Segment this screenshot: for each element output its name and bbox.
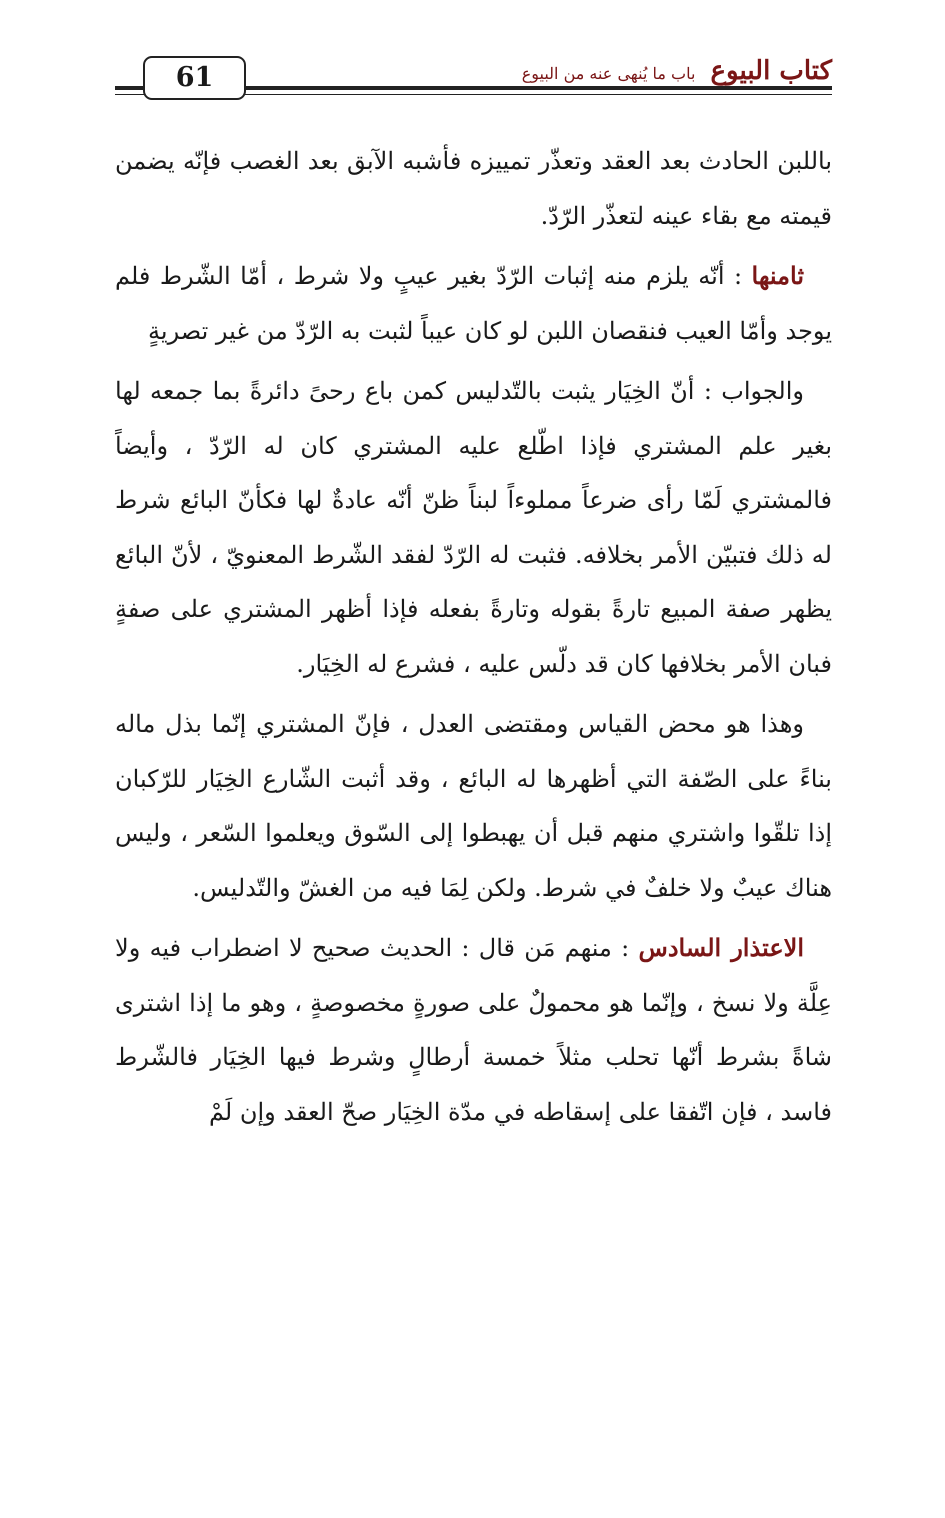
header-titles — [522, 56, 832, 86]
page-number: 61 — [143, 56, 246, 100]
book-title: كتاب البيوع — [710, 56, 832, 86]
paragraph-text: وهذا هو محض القياس ومقتضى العدل ، فإنّ المشتري إنّما بذل ماله بناءً على الصّفة التي أظهرها له البائع ، وقد أثبت الشّارع الخِيَار للرّكبان إذا تلقّوا واشتري منهم قبل أن يهبطوا إلى السّوق ويعلموا السّعر ، وليس هناك عيبٌ ولا خلفٌ في شرط. ولكن لِمَا فيه من الغشّ والتّدليس. — [115, 710, 832, 902]
page-header — [0, 0, 945, 110]
paragraph-text: : منهم مَن قال : الحديث صحيح لا اضطراب فيه ولا عِلَّة ولا نسخ ، وإنّما هو محمولٌ على صورةٍ مخصوصةٍ ، وهو ما إذا اشترى شاةً بشرط أنّها تحلب مثلاً خمسة أرطالٍ وشرط فيها الخِيَار فالشّرط فاسد ، فإن اتّفقا على إسقاطه في مدّة الخِيَار صحّ العقد وإن لَمْ — [115, 934, 832, 1126]
paragraph-2 — [115, 249, 832, 358]
paragraph-text: والجواب : أنّ الخِيَار يثبت بالتّدليس كمن باع رحىً دائرةً بما جمعه لها بغير علم المشتري فإذا اطّلع عليه المشتري كان له الرّدّ ، وأيضاً فالمشتري لَمّا رأى ضرعاً مملوءاً لبناً ظنّ أنّه عادةٌ لها فكأنّ البائع شرط له ذلك فتبيّن الأمر بخلافه. فثبت له الرّدّ لفقد الشّرط المعنويّ ، لأنّ البائع يظهر صفة المبيع تارةً بقوله وتارةً بفعله فإذا أظهر المشتري على صفةٍ فبان الأمر بخلافها كان قد دلّس عليه ، فشرع له الخِيَار. — [115, 377, 833, 678]
paragraph-1 — [115, 134, 832, 243]
chapter-title: باب ما يُنهى عنه من البيوع — [521, 64, 696, 83]
paragraph-keyword: الاعتذار السادس — [638, 933, 804, 962]
paragraph-keyword: ثامنها — [751, 261, 804, 290]
paragraph-5 — [115, 921, 832, 1139]
paragraph-text: باللبن الحادث بعد العقد وتعذّر تمييزه فأشبه الآبق بعد الغصب فإنّه يضمن قيمته مع بقاء عينه لتعذّر الرّدّ. — [115, 147, 832, 230]
page-body — [115, 134, 832, 1145]
paragraph-3 — [115, 364, 832, 691]
paragraph-text: : أنّه يلزم منه إثبات الرّدّ بغير عيبٍ ولا شرط ، أمّا الشّرط فلم يوجد وأمّا العيب فنقصان اللبن لو كان عيباً لثبت به الرّدّ من غير تصريةٍ — [115, 262, 832, 345]
paragraph-4 — [115, 697, 832, 915]
